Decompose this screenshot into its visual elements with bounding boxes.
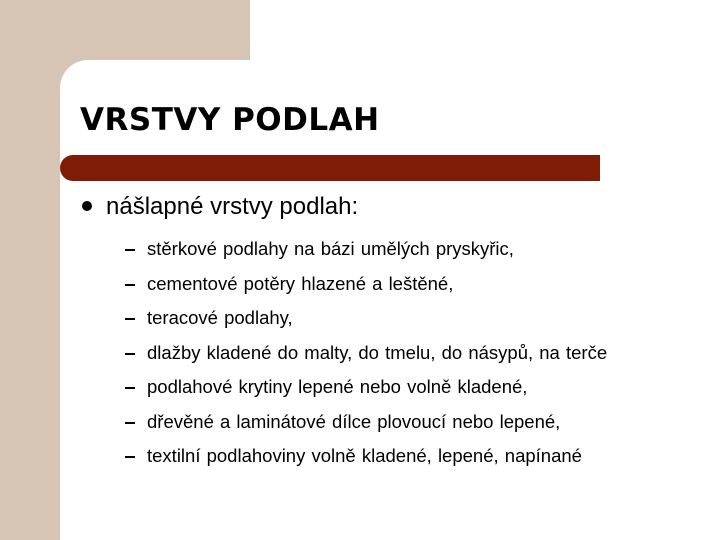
list-item-text: teracové podlahy, <box>147 307 293 329</box>
list-item-text: dřevěné a laminátové dílce plovoucí nebo lepené, <box>147 410 561 432</box>
slide-title: VRSTVY PODLAH <box>80 102 380 138</box>
dash-bullet-icon <box>125 249 135 251</box>
dash-bullet-icon <box>125 387 135 389</box>
bullet-dot-icon <box>82 201 92 211</box>
dash-bullet-icon <box>125 456 135 458</box>
main-bullet-text: nášlapné vrstvy podlah: <box>106 193 359 220</box>
list-item <box>125 370 607 405</box>
list-item-text: cementové potěry hlazené a leštěné, <box>147 272 454 294</box>
list-item-text: stěrkové podlahy na bázi umělých pryskyřic, <box>147 238 514 260</box>
list-item <box>125 336 607 371</box>
list-item <box>125 405 607 440</box>
main-bullet <box>82 193 358 221</box>
list-item <box>125 232 607 267</box>
dash-bullet-icon <box>125 353 135 355</box>
dash-bullet-icon <box>125 318 135 320</box>
list-item <box>125 301 607 336</box>
dash-bullet-icon <box>125 422 135 424</box>
list-item-text: textilní podlahoviny volně kladené, lepené, napínané <box>147 445 582 467</box>
list-item <box>125 267 607 302</box>
list-item-text: dlažby kladené do malty, do tmelu, do násypů, na terče <box>147 341 608 363</box>
title-divider-bar <box>60 155 600 181</box>
list-item-text: podlahové krytiny lepené nebo volně kladené, <box>147 376 528 398</box>
dash-bullet-icon <box>125 284 135 286</box>
sub-bullet-list <box>125 232 607 474</box>
list-item <box>125 439 607 474</box>
